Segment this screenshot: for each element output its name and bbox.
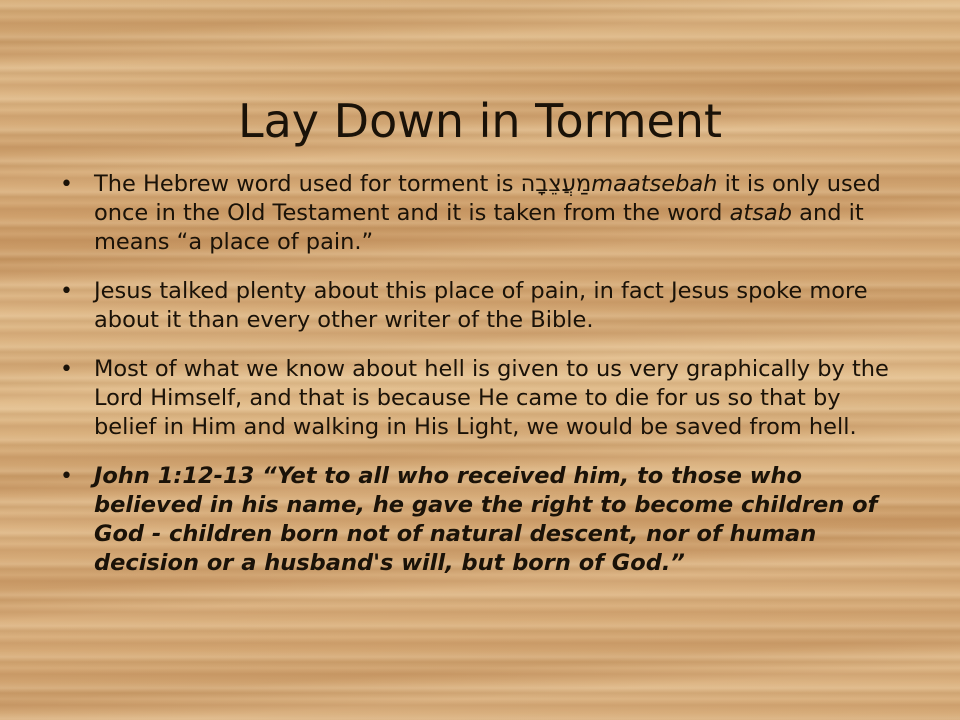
bullet-text: The Hebrew word used for torment is: [94, 171, 521, 197]
root-word: atsab: [729, 200, 792, 226]
scripture-quote: John 1:12-13 “Yet to all who received him, to those who believed in his name, he gave the right to become children of God - children born not of natural descent, nor of human decision or a husband's will, but born of God.”: [94, 463, 878, 576]
bullet-list: [60, 170, 910, 598]
bullet-jesus-talked: [60, 277, 910, 335]
bullet-point-icon: •: [60, 279, 73, 304]
transliteration: maatsebah: [591, 171, 718, 197]
slide-title: Lay Down in Torment: [237, 93, 722, 148]
bullet-point-icon: •: [60, 357, 73, 382]
bullet-point-icon: •: [60, 172, 73, 197]
bullet-text: Jesus talked plenty about this place of pain, in fact Jesus spoke more about it than every other writer of the Bible.: [94, 278, 868, 333]
bullet-point-icon: •: [60, 464, 73, 489]
bullet-most-of-what: [60, 355, 910, 442]
hebrew-word: מַעֲצֵבָה: [520, 171, 592, 197]
bullet-text: it is only used once in the Old Testament and it is taken from the word: [94, 171, 881, 226]
bullet-hebrew-word: [60, 170, 910, 257]
bullet-text: Most of what we know about hell is given to us very graphically by the Lord Himself, and that is because He came to die for us so that by belief in Him and walking in His Light, we would be saved from hell.: [94, 356, 889, 440]
bullet-scripture-quote: [60, 462, 910, 578]
bullet-text: and it means “a place of pain.”: [94, 200, 864, 255]
